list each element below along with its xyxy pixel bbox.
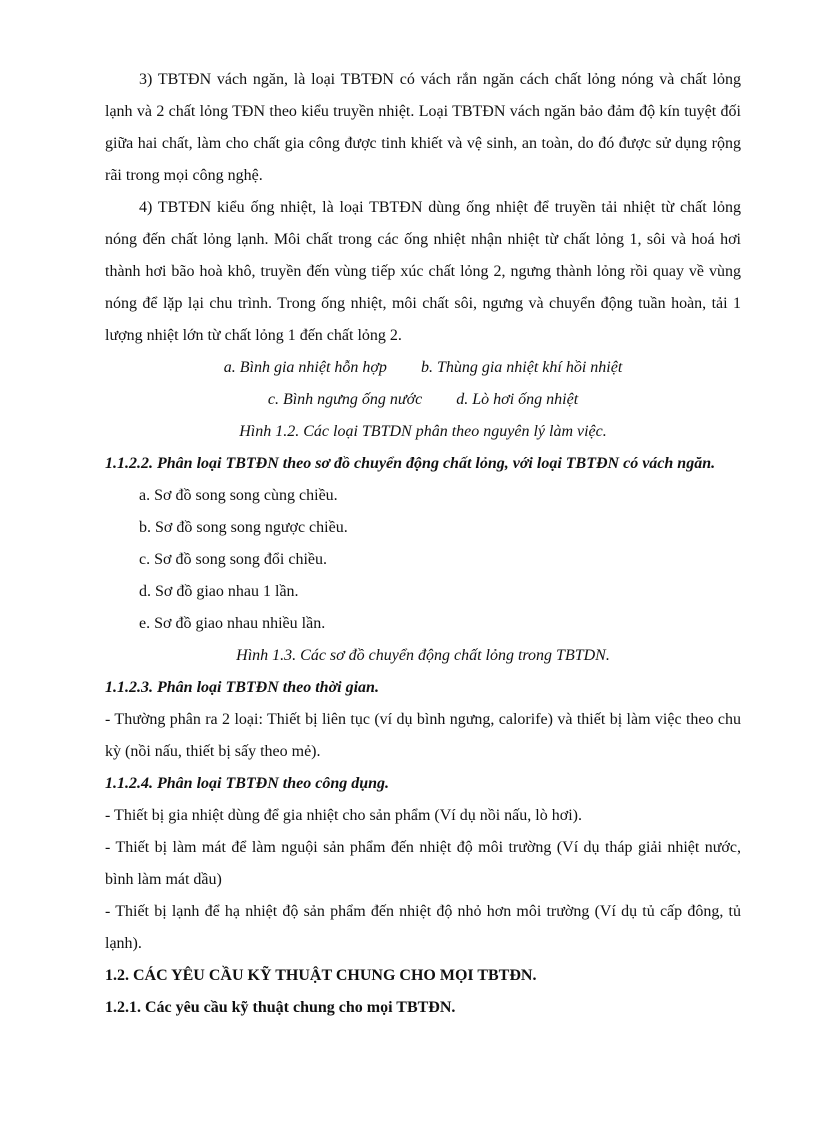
figure-1-2-row-2 — [105, 384, 741, 416]
figure-1-3-caption: Hình 1.3. Các sơ đồ chuyển động chất lỏng trong TBTDN. — [236, 647, 610, 664]
list-item: b. Sơ đồ song song ngược chiều. — [139, 519, 348, 536]
list-item: - Thiết bị lạnh để hạ nhiệt độ sản phẩm đến nhiệt độ nhỏ hơn môi trường (Ví dụ tủ cấp đông, tủ lạnh). — [105, 903, 741, 952]
heading-1-1-2-2: 1.1.2.2. Phân loại TBTĐN theo sơ đồ chuyển động chất lỏng, với loại TBTĐN có vách ngăn. — [105, 455, 716, 472]
heading-1-1-2-4: 1.1.2.4. Phân loại TBTĐN theo công dụng. — [105, 775, 390, 792]
paragraph-4: 4) TBTĐN kiểu ống nhiệt, là loại TBTĐN dùng ống nhiệt để truyền tải nhiệt từ chất lỏng nóng đến chất lỏng lạnh. Môi chất trong các ống nhiệt nhận nhiệt từ chất lỏng 1, sôi và hoá hơi thành hơi bão hoà khô, truyền đến vùng tiếp xúc chất lỏng 2, ngưng thành lỏng rồi quay về vùng nóng để lặp lại chu trình. Trong ống nhiệt, môi chất sôi, ngưng và chuyển động tuần hoàn, tải 1 lượng nhiệt lớn từ chất lỏng 1 đến chất lỏng 2. — [105, 199, 741, 344]
paragraph-time-classification: - Thường phân ra 2 loại: Thiết bị liên tục (ví dụ bình ngưng, calorife) và thiết bị làm việc theo chu kỳ (nồi nấu, thiết bị sấy theo mẻ). — [105, 711, 741, 760]
figure-1-2-caption: Hình 1.2. Các loại TBTDN phân theo nguyên lý làm việc. — [239, 423, 607, 440]
list-item: d. Sơ đồ giao nhau 1 lần. — [139, 583, 299, 600]
figure-1-2-row-1 — [105, 352, 741, 384]
heading-1-2-1: 1.2.1. Các yêu cầu kỹ thuật chung cho mọi TBTĐN. — [105, 999, 456, 1016]
figure-1-2-label-d: d. Lò hơi ống nhiệt — [456, 391, 579, 408]
document-page — [105, 64, 741, 1024]
figure-1-2-label-b: b. Thùng gia nhiệt khí hồi nhiệt — [420, 359, 623, 376]
heading-1-1-2-3: 1.1.2.3. Phân loại TBTĐN theo thời gian. — [105, 679, 379, 696]
list-item: c. Sơ đồ song song đổi chiều. — [139, 551, 328, 568]
heading-1-2: 1.2. CÁC YÊU CẦU KỸ THUẬT CHUNG CHO MỌI TBTĐN. — [105, 967, 537, 984]
list-item: - Thiết bị gia nhiệt dùng để gia nhiệt cho sản phẩm (Ví dụ nồi nấu, lò hơi). — [105, 807, 582, 824]
list-item: a. Sơ đồ song song cùng chiều. — [139, 487, 338, 504]
paragraph-3: 3) TBTĐN vách ngăn, là loại TBTĐN có vách rắn ngăn cách chất lỏng nóng và chất lỏng lạnh và 2 chất lỏng TĐN theo kiểu truyền nhiệt. Loại TBTĐN vách ngăn bảo đảm độ kín tuyệt đối giữa hai chất, làm cho chất gia công được tinh khiết và vệ sinh, an toàn, do đó được sử dụng rộng rãi trong mọi công nghệ. — [105, 71, 741, 184]
list-item: e. Sơ đồ giao nhau nhiều lần. — [139, 615, 326, 632]
figure-1-2-label-c: c. Bình ngưng ống nước — [267, 391, 423, 408]
list-item: - Thiết bị làm mát để làm nguội sản phẩm đến nhiệt độ môi trường (Ví dụ tháp giải nhiệt nước, bình làm mát dầu) — [105, 839, 741, 888]
figure-1-2-label-a: a. Bình gia nhiệt hỗn hợp — [223, 359, 387, 376]
